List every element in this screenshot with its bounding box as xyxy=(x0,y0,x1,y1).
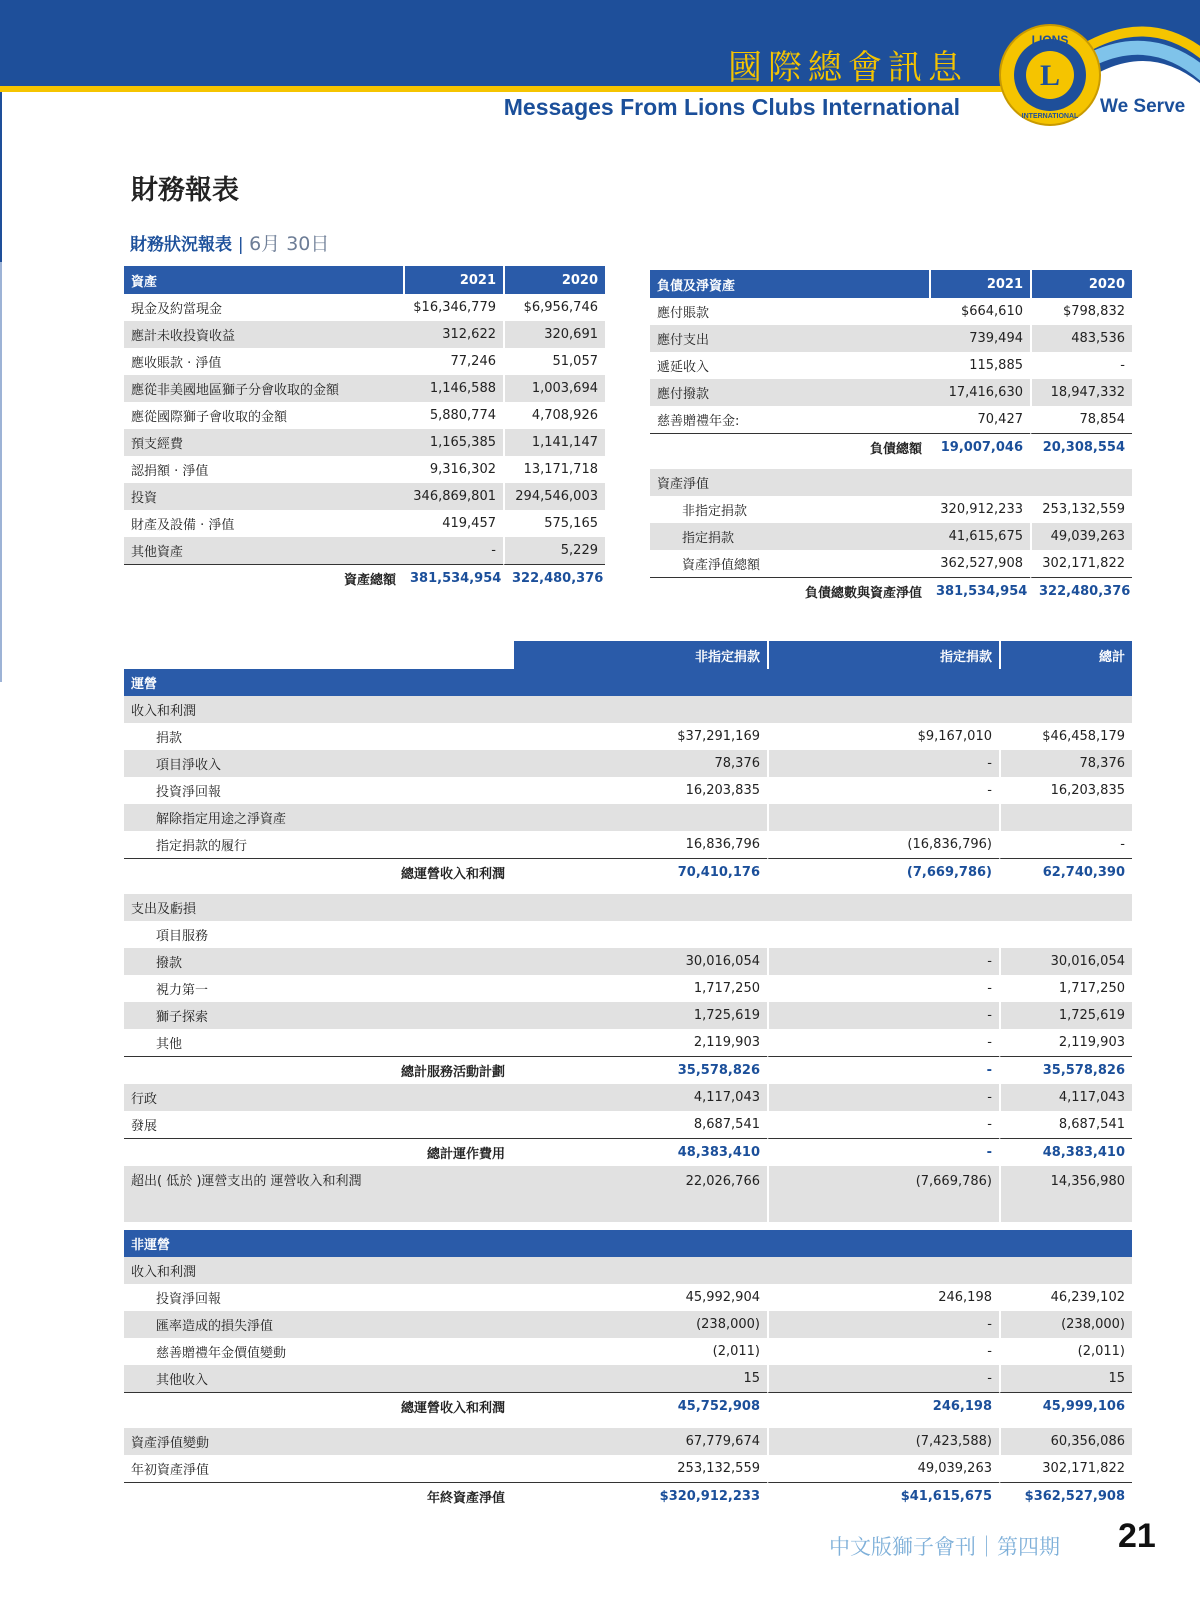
row-value: 16,203,835 xyxy=(685,783,760,798)
row-value: 30,016,054 xyxy=(999,948,1132,975)
row-label: 財產及設備 · 淨值 xyxy=(131,518,235,533)
net-asset-row xyxy=(650,496,1132,523)
nonop-revenue-label-row xyxy=(124,1257,1132,1284)
row-value: 9,316,302 xyxy=(429,462,496,477)
row-value: $664,610 xyxy=(960,304,1023,319)
row-value: 253,132,559 xyxy=(1030,496,1132,523)
row-value: - xyxy=(767,1311,999,1338)
row-value: 483,536 xyxy=(1030,325,1132,352)
row-value: 1,717,250 xyxy=(999,975,1132,1002)
row-value: $798,832 xyxy=(1030,298,1132,325)
row-value: 49,039,263 xyxy=(1030,523,1132,550)
program-row xyxy=(124,975,1132,1002)
spacer-row xyxy=(124,886,1132,894)
asset-row xyxy=(124,537,605,564)
page-title: 財務報表 xyxy=(131,175,239,206)
row-value: 2,119,903 xyxy=(693,1035,760,1050)
net-asset-row xyxy=(650,550,1132,577)
spacer-row xyxy=(124,1222,1132,1230)
nonop-row xyxy=(124,1284,1132,1311)
asset-row xyxy=(124,321,605,348)
row-label: 現金及約當現金 xyxy=(131,302,223,317)
row-value: 739,494 xyxy=(929,325,1030,352)
end-total-row xyxy=(124,1482,1132,1510)
row-label: 投資 xyxy=(124,483,403,510)
activities-header-unrestricted: 非指定捐款 xyxy=(512,641,767,669)
row-label: 應從非美國地區獅子分會收取的金額 xyxy=(124,375,403,402)
row-value: 2,119,903 xyxy=(999,1029,1132,1056)
liabilities-header: 負債及淨資產 xyxy=(650,270,929,298)
row-value: 14,356,980 xyxy=(999,1166,1132,1222)
liabilities-header-2020: 2020 xyxy=(1030,270,1132,298)
row-value: (238,000) xyxy=(512,1311,767,1338)
row-value: 22,026,766 xyxy=(512,1166,767,1222)
row-label: 解除指定用途之淨資產 xyxy=(124,804,512,831)
row-value: 15 xyxy=(512,1365,767,1392)
row-value: 45,992,904 xyxy=(685,1290,760,1305)
op-revenue-label-row-text: 收入和利潤 xyxy=(124,696,1132,723)
row-value: 13,171,718 xyxy=(503,456,605,483)
assets-total-row xyxy=(124,564,605,592)
asset-row xyxy=(124,456,605,483)
row-value: (2,011) xyxy=(712,1344,760,1359)
program-row xyxy=(124,1029,1132,1056)
program-total-row xyxy=(124,1056,1132,1084)
row-label: 指定捐款的履行 xyxy=(156,839,248,854)
assets-header-2020: 2020 xyxy=(503,266,605,294)
row-value: 1,717,250 xyxy=(693,981,760,996)
program-row xyxy=(124,1002,1132,1029)
row-value: 78,854 xyxy=(1030,406,1132,433)
row-value: $320,912,233 xyxy=(512,1482,767,1510)
row-value: 16,836,796 xyxy=(685,837,760,852)
spacer xyxy=(124,886,1132,894)
row-value: 4,708,926 xyxy=(503,402,605,429)
net-change-row xyxy=(124,1428,1132,1455)
program-row xyxy=(124,948,1132,975)
expenses-label-row-text: 支出及虧損 xyxy=(124,894,1132,921)
row-value: 48,383,410 xyxy=(512,1138,767,1166)
row-value: 575,165 xyxy=(503,510,605,537)
row-value: 302,171,822 xyxy=(1030,550,1132,577)
row-value: (238,000) xyxy=(999,1311,1132,1338)
spacer xyxy=(124,1222,1132,1230)
row-value: $37,291,169 xyxy=(677,729,760,744)
row-label: 行政 xyxy=(124,1084,512,1111)
page-number: 21 xyxy=(1118,1517,1156,1555)
row-label: 總計運作費用 xyxy=(124,1138,512,1166)
spacer-row xyxy=(124,1420,1132,1428)
activities-header-restricted: 指定捐款 xyxy=(767,641,999,669)
liabilities-header-2021: 2021 xyxy=(929,270,1030,298)
liability-row xyxy=(650,379,1132,406)
row-value: 51,057 xyxy=(503,348,605,375)
row-value: 35,578,826 xyxy=(512,1056,767,1084)
left-edge-rule xyxy=(0,92,2,262)
row-value: - xyxy=(767,1138,999,1166)
row-label: 慈善贈禮年金: xyxy=(657,414,740,429)
row-value: 1,141,147 xyxy=(503,429,605,456)
row-value: (7,423,588) xyxy=(767,1428,999,1455)
op-revenue-label-row xyxy=(124,696,1132,723)
row-label: 指定捐款 xyxy=(650,523,929,550)
position-section-title: 財務狀況報表 | 6月 30日 xyxy=(130,233,330,255)
row-value: 246,198 xyxy=(767,1284,999,1311)
row-value: 294,546,003 xyxy=(503,483,605,510)
row-value: (7,669,786) xyxy=(767,858,999,886)
row-value: 1,146,588 xyxy=(403,375,503,402)
header-english-title: Messages From Lions Clubs International xyxy=(503,94,960,120)
row-label: 認捐額 · 淨值 xyxy=(131,464,209,479)
row-value: 8,687,541 xyxy=(999,1111,1132,1138)
activities-table xyxy=(124,641,1132,1510)
row-value: (16,836,796) xyxy=(767,831,999,858)
row-label: 應從國際獅子會收取的金額 xyxy=(131,410,288,425)
row-label: 獅子探索 xyxy=(124,1002,512,1029)
row-label: 總計服務活動計劃 xyxy=(124,1056,512,1084)
row-value: 4,117,043 xyxy=(512,1084,767,1111)
row-value: 312,622 xyxy=(403,321,503,348)
nonoperating-section-row-text: 非運營 xyxy=(124,1230,1132,1257)
row-value: 49,039,263 xyxy=(767,1455,999,1482)
program-label: 項目服務 xyxy=(156,929,209,944)
asset-row xyxy=(124,402,605,429)
row-label: 撥款 xyxy=(124,948,512,975)
row-value: 419,457 xyxy=(442,516,496,531)
assets-header-2021: 2021 xyxy=(403,266,503,294)
row-label: 資產淨值總額 xyxy=(682,558,761,573)
row-value: - xyxy=(767,1029,999,1056)
footer-publication: 中文版獅子會刊｜第四期 xyxy=(829,1535,1060,1559)
row-value xyxy=(767,804,999,831)
liability-row xyxy=(650,325,1132,352)
row-label: 視力第一 xyxy=(156,983,209,998)
asset-row xyxy=(124,429,605,456)
position-date: 6月 30日 xyxy=(249,233,330,255)
row-label: 項目淨收入 xyxy=(124,750,512,777)
row-value: - xyxy=(767,750,999,777)
row-label: 年終資產淨值 xyxy=(124,1482,512,1510)
nonoperating-section-row xyxy=(124,1230,1132,1257)
row-value: (7,669,786) xyxy=(767,1166,999,1222)
row-value: $46,458,179 xyxy=(999,723,1132,750)
row-value: 322,480,376 xyxy=(503,564,605,592)
row-value: $6,956,746 xyxy=(503,294,605,321)
row-label: 預支經費 xyxy=(124,429,403,456)
row-label: 發展 xyxy=(131,1119,158,1134)
row-value: 8,687,541 xyxy=(693,1117,760,1132)
row-value: 20,308,554 xyxy=(1030,433,1132,461)
row-label: 應付支出 xyxy=(650,325,929,352)
liability-row xyxy=(650,406,1132,433)
svg-text:LIONS: LIONS xyxy=(1031,33,1069,47)
row-label: 投資淨回報 xyxy=(156,785,222,800)
row-value: 246,198 xyxy=(767,1392,999,1420)
row-label: 投資淨回報 xyxy=(156,1292,222,1307)
row-label: 慈善贈禮年金價值變動 xyxy=(156,1346,287,1361)
row-value: - xyxy=(767,1056,999,1084)
row-label: 資產總額 xyxy=(124,564,403,592)
row-label: 資產淨值變動 xyxy=(124,1428,512,1455)
row-value: - xyxy=(767,1338,999,1365)
row-value: 70,427 xyxy=(977,412,1023,427)
row-value: 19,007,046 xyxy=(929,433,1030,461)
row-label: 匯率造成的損失淨值 xyxy=(124,1311,512,1338)
asset-row xyxy=(124,483,605,510)
row-value: - xyxy=(767,1111,999,1138)
row-value: 77,246 xyxy=(450,354,496,369)
row-value: 115,885 xyxy=(969,358,1023,373)
row-value: 1,725,619 xyxy=(512,1002,767,1029)
row-value: 1,725,619 xyxy=(999,1002,1132,1029)
asset-row xyxy=(124,375,605,402)
row-value: 30,016,054 xyxy=(512,948,767,975)
row-label: 負債總數與資產淨值 xyxy=(650,577,929,605)
excess-row xyxy=(124,1166,1132,1222)
asset-row xyxy=(124,348,605,375)
row-value: 46,239,102 xyxy=(999,1284,1132,1311)
row-label: 超出( 低於 )運營支出的 運營收入和利潤 xyxy=(124,1166,512,1222)
row-value: - xyxy=(1030,352,1132,379)
row-value: 346,869,801 xyxy=(403,483,503,510)
row-value: 41,615,675 xyxy=(929,523,1030,550)
row-value: 322,480,376 xyxy=(1030,577,1132,605)
op-revenue-row xyxy=(124,723,1132,750)
assets-table xyxy=(124,266,605,592)
row-value: 78,376 xyxy=(512,750,767,777)
row-value: - xyxy=(767,1365,999,1392)
net-assets-label: 資產淨值 xyxy=(650,469,1132,496)
row-value: 15 xyxy=(999,1365,1132,1392)
row-value: 45,999,106 xyxy=(999,1392,1132,1420)
op-expense-total-row xyxy=(124,1138,1132,1166)
row-value: 17,416,630 xyxy=(929,379,1030,406)
spacer-row xyxy=(650,461,1132,469)
svg-text:INTERNATIONAL: INTERNATIONAL xyxy=(1021,113,1079,120)
row-value: 78,376 xyxy=(999,750,1132,777)
row-value: $9,167,010 xyxy=(767,723,999,750)
row-value: 1,003,694 xyxy=(503,375,605,402)
asset-row xyxy=(124,510,605,537)
row-value: 35,578,826 xyxy=(999,1056,1132,1084)
nonop-row xyxy=(124,1311,1132,1338)
operating-section-row xyxy=(124,669,1132,696)
net-assets-label-row xyxy=(650,469,1132,496)
row-value: - xyxy=(767,1002,999,1029)
row-value: (2,011) xyxy=(999,1338,1132,1365)
row-label: 遞延收入 xyxy=(657,360,710,375)
row-value: $16,346,779 xyxy=(413,300,496,315)
row-value: 381,534,954 xyxy=(403,564,503,592)
spacer xyxy=(124,1420,1132,1428)
op-revenue-row xyxy=(124,804,1132,831)
operating-section-row-text: 運營 xyxy=(124,669,1132,696)
row-value: 253,132,559 xyxy=(677,1461,760,1476)
net-asset-row xyxy=(650,523,1132,550)
row-label: 應計未收投資收益 xyxy=(124,321,403,348)
row-label: 捐款 xyxy=(156,731,183,746)
row-value: 320,912,233 xyxy=(940,502,1023,517)
row-value: 5,880,774 xyxy=(429,408,496,423)
row-value: 62,740,390 xyxy=(999,858,1132,886)
row-value: 362,527,908 xyxy=(940,556,1023,571)
row-value: 70,410,176 xyxy=(512,858,767,886)
liability-row xyxy=(650,298,1132,325)
row-value: - xyxy=(767,948,999,975)
row-value: - xyxy=(999,831,1132,858)
liability-row xyxy=(650,352,1132,379)
row-label: 應收賬款 · 淨值 xyxy=(131,356,222,371)
row-label: 應付撥款 xyxy=(650,379,929,406)
row-value: 67,779,674 xyxy=(512,1428,767,1455)
row-label: 非指定捐款 xyxy=(682,504,748,519)
row-value: - xyxy=(767,1084,999,1111)
row-label: 其他收入 xyxy=(124,1365,512,1392)
liabilities-total-row xyxy=(650,433,1132,461)
row-value: 45,752,908 xyxy=(512,1392,767,1420)
svg-text:L: L xyxy=(1039,59,1061,92)
row-value: 5,229 xyxy=(503,537,605,564)
activities-header-total: 總計 xyxy=(999,641,1132,669)
row-value: $41,615,675 xyxy=(767,1482,999,1510)
net-change-row xyxy=(124,1455,1132,1482)
row-value: $362,527,908 xyxy=(999,1482,1132,1510)
header-motto: We Serve xyxy=(1100,96,1186,117)
row-label: 總運營收入和利潤 xyxy=(124,858,512,886)
other-expense-row xyxy=(124,1084,1132,1111)
nonop-revenue-label-row-text: 收入和利潤 xyxy=(124,1257,1132,1284)
nonop-row xyxy=(124,1365,1132,1392)
op-revenue-row xyxy=(124,777,1132,804)
liabilities-table xyxy=(650,270,1132,605)
row-label: 其他 xyxy=(156,1037,183,1052)
row-value: 4,117,043 xyxy=(999,1084,1132,1111)
row-value: 320,691 xyxy=(503,321,605,348)
row-value xyxy=(999,804,1132,831)
row-label: 年初資產淨值 xyxy=(131,1463,210,1478)
row-value xyxy=(512,804,767,831)
row-value: 381,534,954 xyxy=(929,577,1030,605)
position-title: 財務狀況報表 xyxy=(130,235,232,255)
row-value: - xyxy=(767,777,999,804)
row-label: 其他資產 xyxy=(124,537,403,564)
row-value: 18,947,332 xyxy=(1030,379,1132,406)
op-revenue-row xyxy=(124,750,1132,777)
liabilities-grand-total-row xyxy=(650,577,1132,605)
other-expense-row xyxy=(124,1111,1132,1138)
row-label: 負債總額 xyxy=(650,433,929,461)
lions-logo xyxy=(990,20,1110,130)
nonop-row xyxy=(124,1338,1132,1365)
row-value: 48,383,410 xyxy=(999,1138,1132,1166)
row-value: 302,171,822 xyxy=(999,1455,1132,1482)
row-value: 60,356,086 xyxy=(999,1428,1132,1455)
row-label: 總運營收入和利潤 xyxy=(124,1392,512,1420)
row-label: 應付賬款 xyxy=(657,306,710,321)
assets-header: 資產 xyxy=(124,266,403,294)
row-value: 1,165,385 xyxy=(403,429,503,456)
expenses-label-row xyxy=(124,894,1132,921)
spacer xyxy=(650,461,1132,469)
left-edge-rule-light xyxy=(0,262,2,682)
row-value: - xyxy=(767,975,999,1002)
nonop-total-row xyxy=(124,1392,1132,1420)
header-chinese-title: 國際總會訊息 xyxy=(728,48,968,88)
op-revenue-total-row xyxy=(124,858,1132,886)
row-value: 16,203,835 xyxy=(999,777,1132,804)
program-label-row xyxy=(124,921,1132,948)
row-value: - xyxy=(403,537,503,564)
op-revenue-row xyxy=(124,831,1132,858)
asset-row xyxy=(124,294,605,321)
